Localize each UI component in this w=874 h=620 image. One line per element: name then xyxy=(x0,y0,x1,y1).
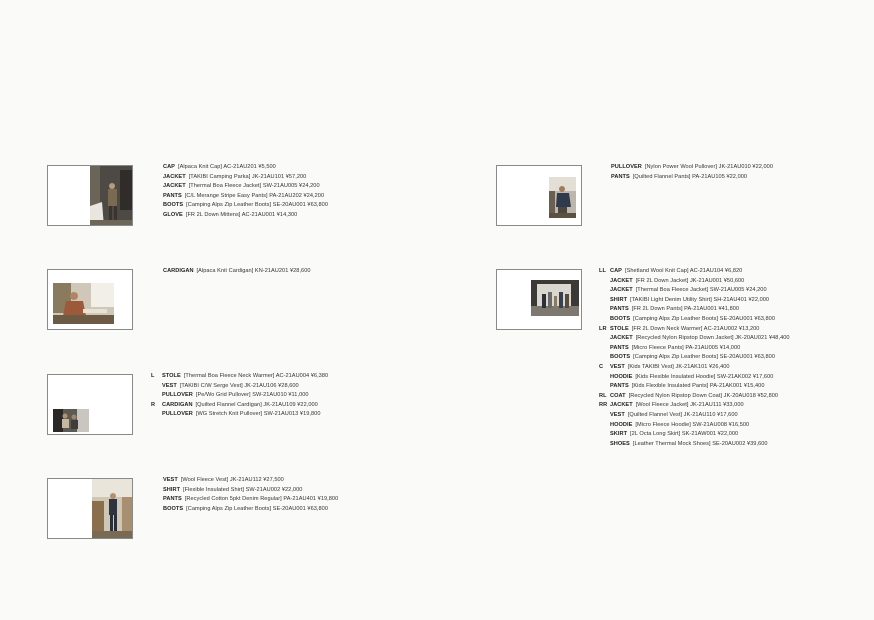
look-2-photo xyxy=(53,283,114,324)
credit-row xyxy=(599,430,790,440)
look-6-thumbnail[interactable] xyxy=(496,269,582,330)
credit-position: LR xyxy=(599,325,607,332)
credit-description: [Recycled Nylon Ripstop Down Jacket] JK-20AU021 ¥48,400 xyxy=(635,335,790,342)
credit-row xyxy=(151,391,328,401)
credit-row xyxy=(599,421,790,431)
look-2-credits xyxy=(163,267,311,277)
credit-row xyxy=(599,440,790,450)
credit-description: [Alpaca Knit Cap] AC-21AU201 ¥5,500 xyxy=(177,164,276,170)
look-4-photo xyxy=(92,479,133,539)
credit-description: [TAKIBI Light Denim Utility Shirt] SH-21AU401 ¥22,000 xyxy=(630,296,770,303)
credit-description: [Recycled Nylon Ripstop Down Coat] JK-20AU018 ¥52,800 xyxy=(628,392,779,399)
credit-description: [Shetland Wool Knit Cap] AC-21AU104 ¥6,820 xyxy=(624,268,743,274)
credit-description: [Camping Alps Zip Leather Boots] SE-20AU001 ¥63,800 xyxy=(186,505,328,512)
credit-category: HOODIE xyxy=(610,373,633,380)
credit-category: VEST xyxy=(163,477,178,483)
credit-row xyxy=(611,173,773,183)
look-3-photo xyxy=(53,409,89,432)
credit-category: VEST xyxy=(610,363,625,370)
credit-row xyxy=(599,296,790,306)
credit-category: PULLOVER xyxy=(162,411,193,418)
credit-category: JACKET xyxy=(610,287,633,294)
credit-category: PANTS xyxy=(611,173,630,180)
credit-description: [TAKIBI C/W Serge Vest] JK-21AU106 ¥28,600 xyxy=(179,382,299,389)
credit-row xyxy=(151,382,328,392)
look-3-credits xyxy=(151,372,328,420)
credit-position: RR xyxy=(599,402,608,409)
look-1-thumbnail[interactable] xyxy=(47,165,133,226)
credit-description: [Camping Alps Zip Leather Boots] SE-20AU001 ¥63,800 xyxy=(633,354,775,361)
credit-description: [FR 2L Down Pants] PA-21AU001 ¥41,800 xyxy=(631,306,740,313)
look-3-thumbnail[interactable] xyxy=(47,374,133,435)
credit-description: [Quilted Flannel Cardigan] JK-21AU109 ¥22,000 xyxy=(195,401,318,408)
credit-row xyxy=(599,392,790,402)
credit-category: BOOTS xyxy=(163,505,184,512)
credit-row xyxy=(611,163,773,173)
look-1-credits xyxy=(163,163,328,221)
look-5-photo xyxy=(549,177,576,218)
credit-description: [Wool Fleece Vest] JK-21AU112 ¥27,500 xyxy=(180,477,284,483)
credit-row xyxy=(599,401,790,411)
credit-category: PANTS xyxy=(163,496,182,503)
credit-row xyxy=(599,382,790,392)
credit-row xyxy=(599,315,790,325)
credit-description: [FR 2L Down Jacket] JK-21AU001 ¥50,600 xyxy=(635,277,745,284)
credit-description: [Quilted Flannel Pants] PA-21AU105 ¥22,000 xyxy=(632,173,748,180)
credit-row xyxy=(163,211,328,221)
look-4-thumbnail[interactable] xyxy=(47,478,133,539)
credit-category: PANTS xyxy=(610,383,629,390)
credit-description: [Thermal Boa Fleece Jacket] SW-21AU005 ¥24,200 xyxy=(188,183,320,190)
credit-description: [Leather Thermal Mock Shoes] SE-20AU002 ¥39,600 xyxy=(632,440,768,447)
credit-position: LL xyxy=(599,268,606,274)
credit-description: [Micro Fleece Hoodie] SW-21AU008 ¥16,500 xyxy=(635,421,750,428)
credit-description: [Thermal Boa Fleece Jacket] SW-21AU005 ¥24,200 xyxy=(635,287,767,294)
credit-category: CARDIGAN xyxy=(163,268,194,274)
credit-row xyxy=(163,505,338,515)
credit-position: R xyxy=(151,401,156,408)
credit-description: [FR 2L Down Mittens] AC-21AU001 ¥14,300 xyxy=(185,211,298,218)
look-2-thumbnail[interactable] xyxy=(47,269,133,330)
credit-category: BOOTS xyxy=(163,202,184,209)
credit-description: [Nylon Power Wool Pullover] JK-21AU010 ¥22,000 xyxy=(644,164,773,170)
credit-description: [WG Stretch Knit Pullover] SW-21AU013 ¥19,800 xyxy=(195,411,321,418)
credit-description: [Recycled Cotton 5pkt Denim Regular] PA-21AU401 ¥19,800 xyxy=(184,496,339,503)
credit-row xyxy=(599,267,790,277)
credit-description: [Camping Alps Zip Leather Boots] SE-20AU001 ¥63,800 xyxy=(633,315,775,322)
credit-category: JACKET xyxy=(163,183,186,190)
credit-category: JACKET xyxy=(610,402,633,409)
credit-category: STOLE xyxy=(610,325,629,332)
credit-description: [Wool Fleece Jacket] JK-21AU111 ¥33,000 xyxy=(635,402,744,409)
credit-category: GLOVE xyxy=(163,211,183,218)
credit-row xyxy=(599,411,790,421)
look-4-credits xyxy=(163,476,338,514)
credit-row xyxy=(163,486,338,496)
credit-category: CAP xyxy=(610,268,622,274)
credit-row xyxy=(599,363,790,373)
credit-description: [C/L Merange Stripe Easy Pants] PA-21AU202 ¥24,200 xyxy=(184,192,325,199)
credit-description: [Alpaca Knit Cardigan] KN-21AU201 ¥28,600 xyxy=(196,268,311,274)
credit-category: HOODIE xyxy=(610,421,633,428)
credit-row xyxy=(599,325,790,335)
credit-description: [Micro Fleece Pants] PA-21AU005 ¥14,000 xyxy=(631,344,741,351)
credit-row xyxy=(599,305,790,315)
credit-description: [TAKIBI Camping Parka] JK-21AU101 ¥57,200 xyxy=(188,173,307,180)
credit-row xyxy=(599,344,790,354)
credit-row xyxy=(599,286,790,296)
credit-description: [Pe/Wo Grid Pullover] SW-21AU010 ¥11,000 xyxy=(195,392,309,399)
credit-position: C xyxy=(599,363,604,370)
credit-description: [Quilted Flannel Vest] JK-21AU110 ¥17,600 xyxy=(627,411,738,418)
credit-category: SHOES xyxy=(610,440,630,447)
credit-row xyxy=(163,192,328,202)
credit-row xyxy=(599,353,790,363)
credit-description: [Thermal Boa Fleece Neck Warmer] AC-21AU004 ¥6,380 xyxy=(183,373,329,379)
credit-category: PANTS xyxy=(610,306,629,313)
credit-row xyxy=(163,267,311,277)
credit-row xyxy=(151,410,328,420)
credit-row xyxy=(599,277,790,287)
look-6-credits xyxy=(599,267,790,449)
credit-category: STOLE xyxy=(162,373,181,379)
credit-category: JACKET xyxy=(163,173,186,180)
credit-category: VEST xyxy=(610,411,625,418)
credit-description: [2L Octa Long Skirt] SK-21AW001 ¥22,000 xyxy=(630,431,739,438)
look-5-credits xyxy=(611,163,773,182)
credit-row xyxy=(163,173,328,183)
credit-category: PANTS xyxy=(610,344,629,351)
look-6-photo xyxy=(531,280,579,316)
credit-description: [FR 2L Down Neck Warmer] AC-21AU002 ¥13,200 xyxy=(631,325,760,332)
credit-category: SKIRT xyxy=(610,431,628,438)
credit-category: SHIRT xyxy=(610,296,628,303)
credit-category: CARDIGAN xyxy=(162,401,193,408)
credit-category: SHIRT xyxy=(163,486,181,493)
credit-row xyxy=(163,163,328,173)
credit-category: PULLOVER xyxy=(162,392,193,399)
credit-category: BOOTS xyxy=(610,315,631,322)
credit-description: [Flexible Insulated Shirt] SW-21AU002 ¥22,000 xyxy=(183,486,303,493)
credit-category: PULLOVER xyxy=(611,164,642,170)
credit-position: RL xyxy=(599,392,607,399)
credit-row xyxy=(599,373,790,383)
credit-row xyxy=(151,401,328,411)
credit-description: [Kids Flexible Insulated Hoodie] SW-21AK002 ¥17,600 xyxy=(635,373,774,380)
credit-position: L xyxy=(151,373,155,379)
credit-category: JACKET xyxy=(610,335,633,342)
credit-row xyxy=(599,334,790,344)
credit-description: [Kids Flexible Insulated Pants] PA-21AK001 ¥15,400 xyxy=(631,383,765,390)
credit-description: [Kids TAKIBI Vest] JK-21AK101 ¥26,400 xyxy=(627,363,730,370)
credit-category: BOOTS xyxy=(610,354,631,361)
credit-row xyxy=(151,372,328,382)
look-5-thumbnail[interactable] xyxy=(496,165,582,226)
credit-row xyxy=(163,201,328,211)
credit-description: [Camping Alps Zip Leather Boots] SE-20AU001 ¥63,800 xyxy=(186,202,328,209)
credit-row xyxy=(163,495,338,505)
credit-category: COAT xyxy=(610,392,626,399)
credit-category: PANTS xyxy=(163,192,182,199)
credit-category: JACKET xyxy=(610,277,633,284)
look-1-photo xyxy=(90,166,133,226)
credit-row xyxy=(163,182,328,192)
credit-category: VEST xyxy=(162,382,177,389)
credit-row xyxy=(163,476,338,486)
credit-category: CAP xyxy=(163,164,175,170)
